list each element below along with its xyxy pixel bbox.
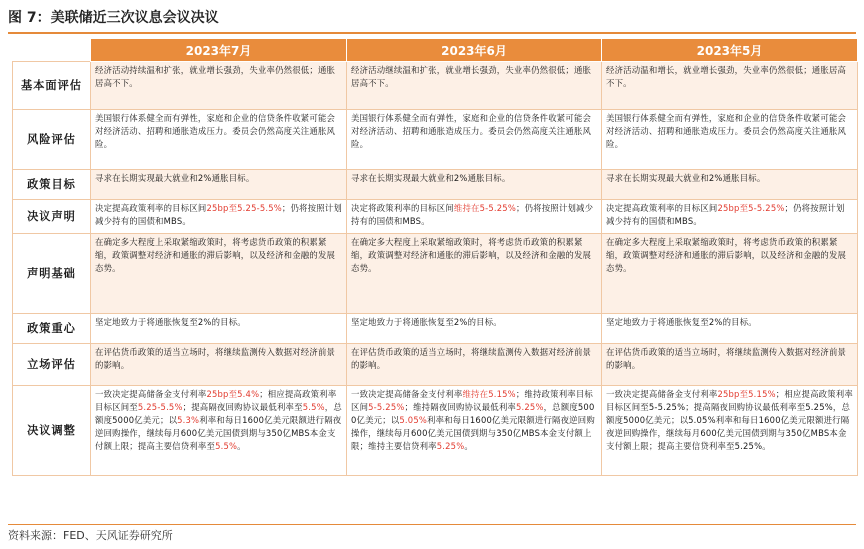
column-header-2023-07: 2023年7月 — [91, 39, 347, 62]
highlighted-rate-text: 5.25% — [436, 441, 465, 451]
text-segment: ，总额度5000亿美元；以 — [95, 402, 342, 425]
text-segment: 在确定多大程度上采取紧缩政策时，将考虑货币政策的积累紧缩，政策调整对经济和通胀的滞后影响，以及经济和金融的发展态势。 — [606, 237, 847, 273]
text-segment: 决定将政策利率的目标区间 — [351, 203, 454, 213]
cell-text — [351, 346, 597, 372]
text-segment: 决定提高政策利率的目标区间 — [606, 203, 718, 213]
table-row-fundamentals — [13, 62, 858, 110]
cell-decision-statement-2023-06 — [347, 200, 602, 234]
figure-title: 图 7：美联储近三次议息会议决议 — [8, 10, 219, 26]
cell-policy-goal-2023-05 — [602, 170, 858, 200]
cell-statement-basis-2023-05 — [602, 234, 858, 314]
cell-text — [95, 346, 342, 372]
text-segment: ；维持隔夜回购协议最低利率 — [404, 402, 516, 412]
highlighted-rate-text: 25bp至5.15% — [717, 389, 776, 399]
text-segment: ；仍将按照计划减少持有的国债和MBS。 — [95, 203, 342, 226]
cell-policy-focus-2023-05 — [602, 314, 858, 344]
text-segment: 在评估货币政策的适当立场时，将继续监测传入数据对经济前景的影响。 — [606, 347, 847, 370]
text-segment: 一致决定提高储备金支付利率 — [606, 389, 718, 399]
cell-statement-basis-2023-06 — [347, 234, 602, 314]
row-label-stance-assessment: 立场评估 — [13, 344, 91, 386]
cell-text — [95, 388, 342, 453]
cell-policy-goal-2023-07 — [91, 170, 347, 200]
highlighted-rate-text: 25bp至5.4% — [206, 389, 260, 399]
cell-text — [351, 202, 597, 228]
highlighted-rate-text: 5.25% — [516, 402, 544, 412]
highlighted-rate-text: 5-5.25% — [368, 402, 405, 412]
table-row-statement-basis — [13, 234, 858, 314]
cell-text — [95, 236, 342, 275]
row-label-fundamentals: 基本面评估 — [13, 62, 91, 110]
cell-text — [606, 64, 853, 90]
text-segment: ；仍将按照计划减少持有的国债和MBS。 — [351, 203, 594, 226]
footer-divider — [8, 524, 856, 525]
cell-text — [351, 316, 597, 329]
row-label-statement-basis: 声明基础 — [13, 234, 91, 314]
text-segment: 决定提高政策利率的目标区间 — [95, 203, 207, 213]
cell-text — [95, 64, 342, 90]
text-segment: 在确定多大程度上采取紧缩政策时，将考虑货币政策的积累紧缩，政策调整对经济和通胀的滞后影响，以及经济和金融的发展态势。 — [351, 237, 592, 273]
cell-decision-adjustments-2023-06 — [347, 386, 602, 476]
text-segment: 经济活动持续温和扩张，就业增长强劲，失业率仍然很低；通胀居高不下。 — [95, 65, 336, 88]
text-segment: 利率和每日1600亿美元限额进行隔夜逆回购操作，继续每月600亿美元国债到期与350亿MBS本金支付额上限；维持主要信贷利率 — [351, 415, 595, 451]
cell-stance-assessment-2023-06 — [347, 344, 602, 386]
text-segment: 在评估货币政策的适当立场时，将继续监测传入数据对经济前景的影响。 — [95, 347, 336, 370]
highlighted-rate-text: 维持在5.15% — [462, 389, 516, 399]
cell-decision-statement-2023-07 — [91, 200, 347, 234]
text-segment: 美国银行体系健全而有弹性，家庭和企业的信贷条件收紧可能会对经济活动、招聘和通胀造成压力。委员会仍然高度关注通胀风险。 — [351, 113, 592, 149]
text-segment: ；仍将按照计划减少持有的国债和MBS。 — [606, 203, 845, 226]
title-divider — [8, 32, 856, 34]
highlighted-rate-text: 5.25-5.5% — [137, 402, 183, 412]
cell-decision-statement-2023-05 — [602, 200, 858, 234]
cell-text — [606, 172, 853, 185]
table-header-row — [13, 39, 858, 62]
cell-policy-goal-2023-06 — [347, 170, 602, 200]
highlighted-rate-text: 25bp至5.25-5.5% — [206, 203, 282, 213]
highlighted-rate-text: 维持在5-5.25% — [453, 203, 516, 213]
table-row-stance-assessment — [13, 344, 858, 386]
text-segment: 寻求在长期实现最大就业和2%通胀目标。 — [351, 173, 511, 183]
text-segment: 经济活动温和增长，就业增长强劲，失业率仍然很低；通胀居高不下。 — [606, 65, 847, 88]
text-segment: 坚定地致力于将通胀恢复至2%的目标。 — [351, 317, 502, 327]
table-row-risk-assessment — [13, 110, 858, 170]
table-row-decision-adjustments — [13, 386, 858, 476]
cell-risk-assessment-2023-05 — [602, 110, 858, 170]
cell-risk-assessment-2023-06 — [347, 110, 602, 170]
text-segment: 。 — [237, 441, 246, 451]
cell-text — [95, 172, 342, 185]
text-segment: ，总额度5000亿美元；以 — [351, 402, 595, 425]
text-segment: 寻求在长期实现最大就业和2%通胀目标。 — [606, 173, 766, 183]
cell-text — [606, 388, 853, 453]
text-segment: 寻求在长期实现最大就业和2%通胀目标。 — [95, 173, 255, 183]
table-row-decision-statement — [13, 200, 858, 234]
text-segment: 美国银行体系健全而有弹性，家庭和企业的信贷条件收紧可能会对经济活动、招聘和通胀造成压力。委员会仍然高度关注通胀风险。 — [95, 113, 336, 149]
text-segment: 。 — [464, 441, 473, 451]
cell-text — [351, 172, 597, 185]
cell-stance-assessment-2023-05 — [602, 344, 858, 386]
highlighted-rate-text: 5.5% — [302, 402, 325, 412]
cell-text — [606, 112, 853, 151]
text-segment: 一致决定提高储备金支付利率 — [95, 389, 207, 399]
text-segment: 坚定地致力于将通胀恢复至2%的目标。 — [95, 317, 246, 327]
cell-risk-assessment-2023-07 — [91, 110, 347, 170]
table-row-policy-goal — [13, 170, 858, 200]
header-corner — [13, 39, 91, 62]
source-note: 资料来源：FED、天风证券研究所 — [8, 529, 173, 542]
cell-fundamentals-2023-07 — [91, 62, 347, 110]
fomc-decision-table — [12, 38, 858, 476]
text-segment: ；相应提高政策利率目标区间至5-5.25%；提高隔夜回购协议最低利率至5.25%，总额度5000亿美元；以5.05%利率和每日1600亿美元限额进行隔夜逆回购操作，继续每月600亿美元国债到期与350亿MBS本金支付额上限；提高主要信贷利率至5.25%。 — [606, 389, 853, 451]
text-segment: 一致决定提高储备金支付利率 — [351, 389, 463, 399]
cell-text — [351, 236, 597, 275]
highlighted-rate-text: 5.5% — [215, 441, 238, 451]
row-label-decision-statement: 决议声明 — [13, 200, 91, 234]
cell-text — [351, 388, 597, 453]
cell-fundamentals-2023-05 — [602, 62, 858, 110]
cell-fundamentals-2023-06 — [347, 62, 602, 110]
highlighted-rate-text: 5.3% — [177, 415, 200, 425]
text-segment: ；提高隔夜回购协议最低利率至 — [182, 402, 303, 412]
cell-policy-focus-2023-06 — [347, 314, 602, 344]
cell-text — [351, 112, 597, 151]
cell-text — [606, 236, 853, 275]
cell-text — [95, 316, 342, 329]
highlighted-rate-text: 25bp至5-5.25% — [717, 203, 785, 213]
text-segment: ；维持政策利率目标区间 — [351, 389, 594, 412]
text-segment: 在评估货币政策的适当立场时，将继续监测传入数据对经济前景的影响。 — [351, 347, 592, 370]
table-row-policy-focus — [13, 314, 858, 344]
cell-text — [95, 202, 342, 228]
cell-text — [351, 64, 597, 90]
cell-text — [95, 112, 342, 151]
cell-decision-adjustments-2023-07 — [91, 386, 347, 476]
row-label-decision-adjustments: 决议调整 — [13, 386, 91, 476]
cell-policy-focus-2023-07 — [91, 314, 347, 344]
row-label-policy-goal: 政策目标 — [13, 170, 91, 200]
text-segment: ；相应提高政策利率目标区间至 — [95, 389, 337, 412]
text-segment: 经济活动继续温和扩张，就业增长强劲，失业率仍然很低；通胀居高不下。 — [351, 65, 592, 88]
text-segment: 美国银行体系健全而有弹性，家庭和企业的信贷条件收紧可能会对经济活动、招聘和通胀造成压力。委员会仍然高度关注通胀风险。 — [606, 113, 847, 149]
cell-decision-adjustments-2023-05 — [602, 386, 858, 476]
cell-text — [606, 202, 853, 228]
row-label-risk-assessment: 风险评估 — [13, 110, 91, 170]
cell-text — [606, 346, 853, 372]
text-segment: 利率和每日1600亿美元限额进行隔夜逆回购操作，继续每月600亿美元国债到期与350亿MBS本金支付额上限；提高主要信贷利率至 — [95, 415, 342, 451]
text-segment: 坚定地致力于将通胀恢复至2%的目标。 — [606, 317, 757, 327]
cell-stance-assessment-2023-07 — [91, 344, 347, 386]
text-segment: 在确定多大程度上采取紧缩政策时，将考虑货币政策的积累紧缩，政策调整对经济和通胀的滞后影响，以及经济和金融的发展态势。 — [95, 237, 336, 273]
column-header-2023-06: 2023年6月 — [347, 39, 602, 62]
cell-statement-basis-2023-07 — [91, 234, 347, 314]
column-header-2023-05: 2023年5月 — [602, 39, 858, 62]
cell-text — [606, 316, 853, 329]
row-label-policy-focus: 政策重心 — [13, 314, 91, 344]
highlighted-rate-text: 5.05% — [399, 415, 428, 425]
